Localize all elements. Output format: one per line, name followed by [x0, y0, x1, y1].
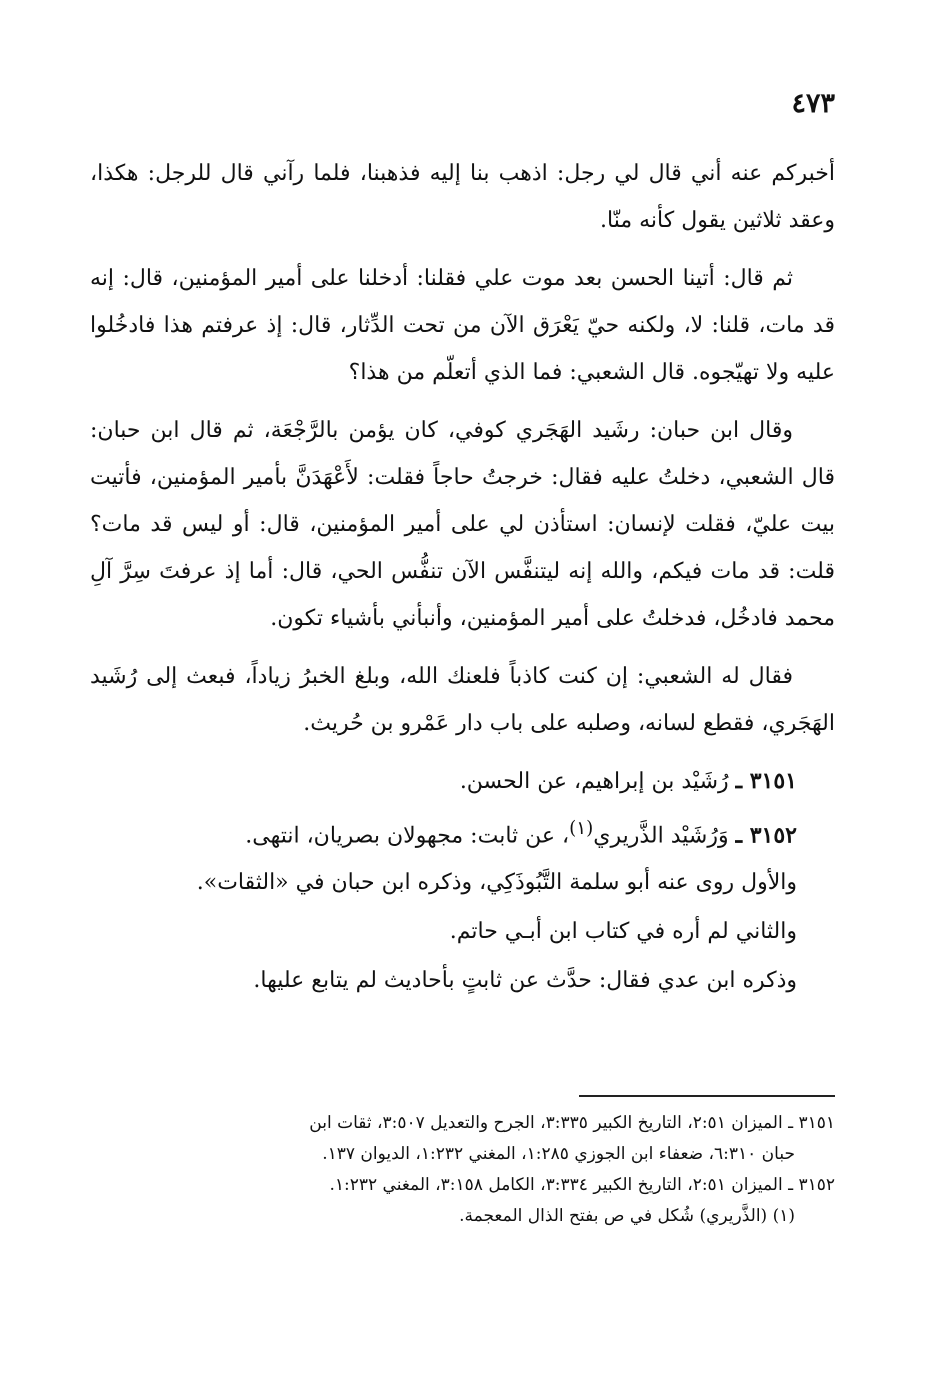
main-text — [90, 150, 835, 1006]
paragraph: ثم قال: أتينا الحسن بعد موت علي فقلنا: أدخلنا على أمير المؤمنين، قال: إنه قد مات، قلنا: لا، ولكنه حيّ يَعْرَق الآن من تحت الدِّثار، قال: إذ عرفتم هذا فادخُلوا عليه ولا تهيّجوه. قال الشعبي: فما الذي أتعلّم من هذا؟ — [90, 266, 835, 385]
paragraph: أخبركم عنه أني قال لي رجل: اذهب بنا إليه فذهبنا، فلما رآني قال للرجل: هكذا، وعقد ثلاثين يقول كأنه منّا. — [90, 161, 835, 233]
footnote-divider — [579, 1095, 835, 1097]
entry-3152 — [90, 805, 835, 859]
note-line: والأول روى عنه أبو سلمة التَّبُوذَكِي، وذكره ابن حبان في «الثقات». — [196, 870, 797, 896]
paragraph: وقال ابن حبان: رشَيد الهَجَري كوفي، كان يؤمن بالرَّجْعَة، ثم قال ابن حبان: قال الشعبي، دخلتُ عليه فقال: خرجتُ حاجاً فقلت: لأَعْهَدَنَّ بأمير المؤمنين، فأتيت بيت عليّ، فقلت لإنسان: استأذن لي على أمير المؤمنين، قال: أو ليس قد مات؟ قلت: قد مات فيكم، والله إنه ليتنفَّس الآن تنفُّس الحي، قال: أما إذ عرفتَ سِرَّ آلِ محمد فادخُل، فدخلتُ على أمير المؤمنين، وأنبأني بأشياء تكون. — [90, 418, 835, 631]
entry-text: وَرُشَيْد الذَّريري — [593, 823, 729, 849]
note-line: والثاني لم أره في كتاب ابن أبـي حاتم. — [449, 919, 797, 945]
entry-3151 — [90, 758, 835, 805]
paragraph: فقال له الشعبي: إن كنت كاذباً فلعنك الله، وبلغ الخبرُ زياداً، فبعث إلى رُشَيد الهَجَري، فقطع لسانه، وصلبه على باب دار عَمْرو بن حُريث. — [90, 664, 835, 736]
page-number: ٤٧٣ — [791, 88, 835, 119]
entry-text-rest: ، عن ثابت: مجهولان بصريان، انتهى. — [245, 823, 570, 849]
footnote-ref: (١) — [569, 818, 594, 839]
footnote-line: حبان ٦:٣١٠، ضعفاء ابن الجوزي ١:٢٨٥، المغني ١:٢٣٢، الديوان ١٣٧. — [322, 1144, 795, 1164]
footnote-line: ٣١٥٢ ـ الميزان ٢:٥١، التاريخ الكبير ٣:٣٣٤، الكامل ٣:١٥٨، المغني ١:٢٣٢. — [329, 1175, 835, 1195]
footnote-line: ٣١٥١ ـ الميزان ٢:٥١، التاريخ الكبير ٣:٣٣٥، الجرح والتعديل ٣:٥٠٧، ثقات ابن — [309, 1113, 835, 1133]
entry-text: رُشَيْد بن إبراهيم، عن الحسن. — [459, 769, 729, 794]
entry-number: ٣١٥١ ـ — [735, 768, 797, 794]
note-line: وذكره ابن عدي فقال: حدَّث عن ثابتٍ بأحاديث لم يتابع عليها. — [253, 968, 797, 994]
footnotes — [90, 1108, 835, 1232]
footnote-line: (١) (الذَّريري) شُكل في ص بفتح الذال المعجمة. — [459, 1206, 795, 1226]
entry-number: ٣١٥٢ ـ — [735, 822, 797, 849]
